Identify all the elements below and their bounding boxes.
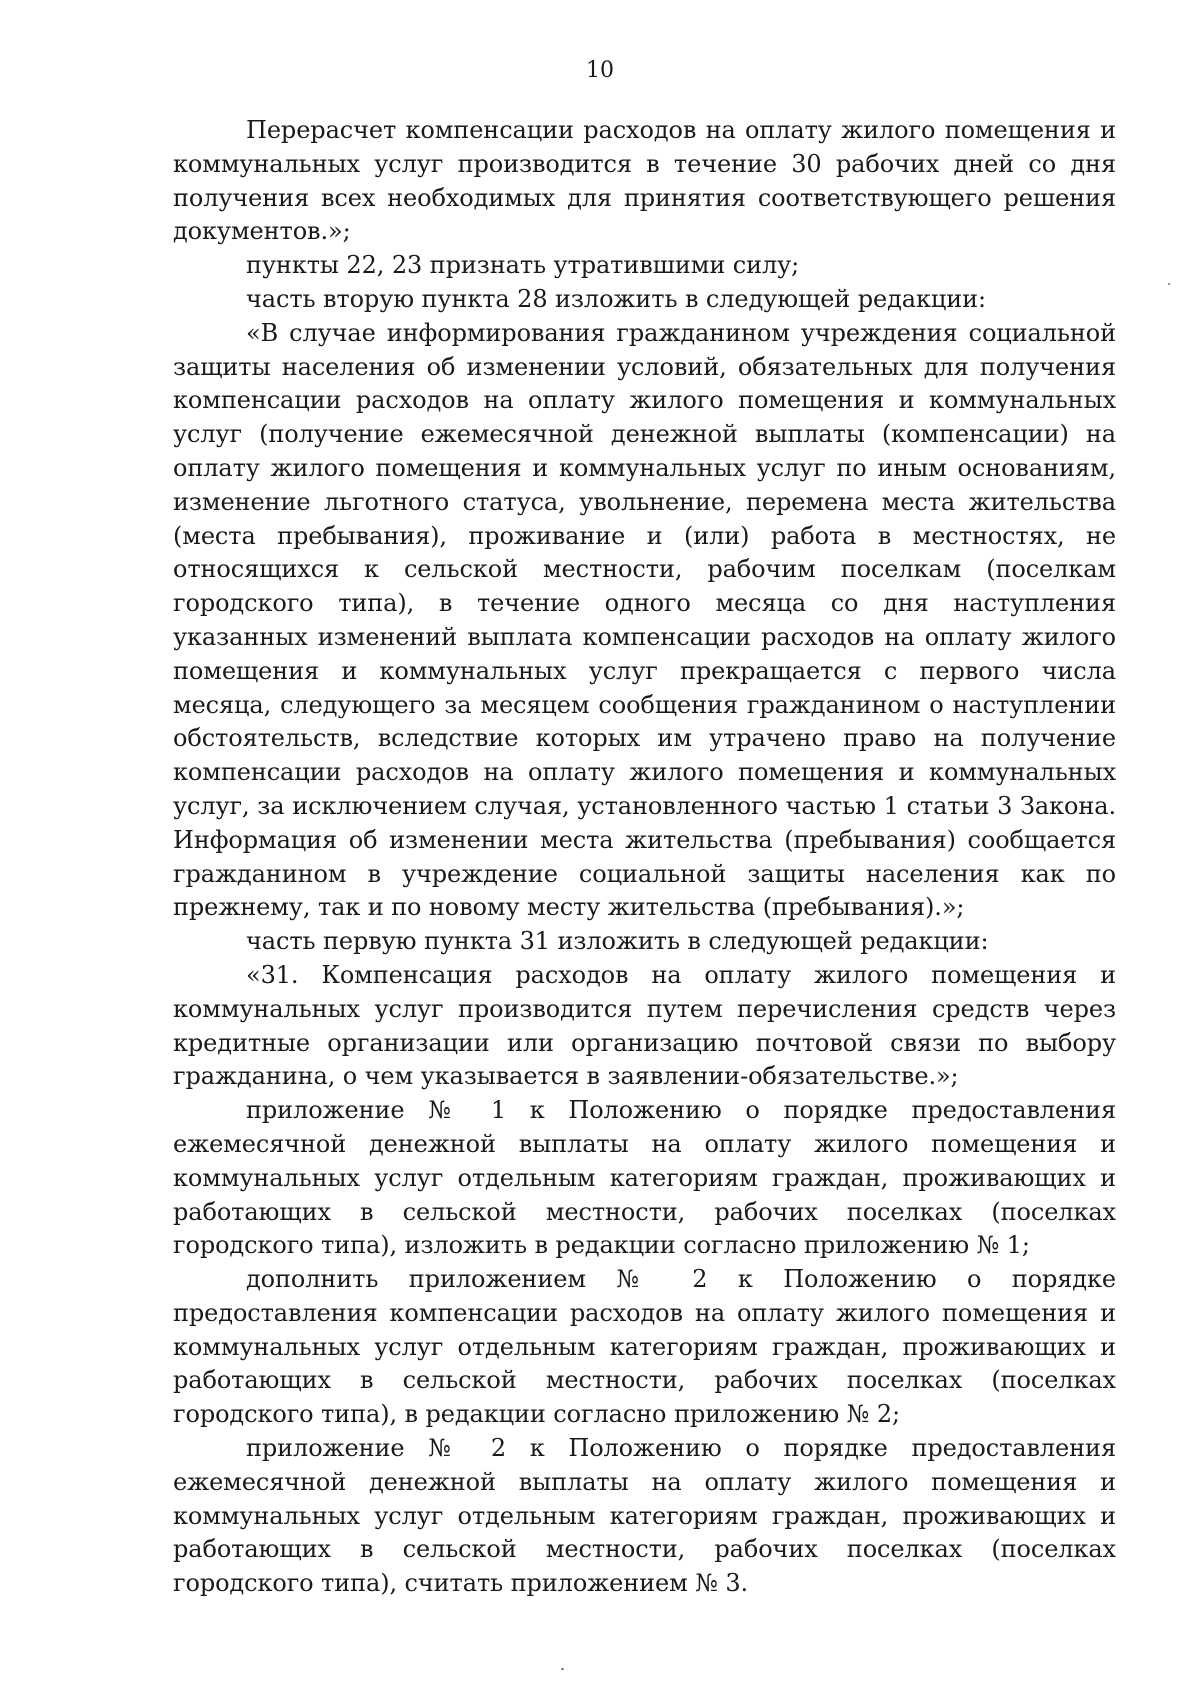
paragraph-appendix-2-add: дополнить приложением № 2 к Положению о порядке предоставления компенсации расходов на оплату жилого помещения и коммунальных услуг отдельным категориям граждан, проживающих и работающих в сельской местности, рабочих поселках (поселках городского типа), в редакции согласно приложению № 2; bbox=[173, 1265, 1116, 1429]
scan-speck bbox=[1168, 283, 1170, 285]
paragraph-appendix-1: приложение № 1 к Положению о порядке предоставления ежемесячной денежной выплаты на оплату жилого помещения и коммунальных услуг отдельным категориям граждан, проживающих и работающих в сельской местности, рабочих поселках (поселках городского типа), изложить в редакции согласно приложению № 1; bbox=[173, 1096, 1116, 1260]
page-number: 10 bbox=[586, 58, 614, 83]
paragraph-point-31-intro: часть первую пункта 31 изложить в следующей редакции: bbox=[246, 927, 989, 956]
paragraph-appendix-3-rename: приложение № 2 к Положению о порядке предоставления ежемесячной денежной выплаты на оплату жилого помещения и коммунальных услуг отдельным категориям граждан, проживающих и работающих в сельской местности, рабочих поселках (поселках городского типа), считать приложением № 3. bbox=[173, 1434, 1116, 1598]
paragraph-recalculation: Перерасчет компенсации расходов на оплату жилого помещения и коммунальных услуг производится в течение 30 рабочих дней со дня получения всех необходимых для принятия соответствующего решения документов.»; bbox=[173, 116, 1116, 246]
paragraph-point-28-intro: часть вторую пункта 28 изложить в следующей редакции: bbox=[246, 284, 986, 313]
paragraph-point-31-text: «31. Компенсация расходов на оплату жилого помещения и коммунальных услуг производится путем перечисления средств через кредитные организации или организацию почтовой связи по выбору гражданина, о чем указывается в заявлении-обязательстве.»; bbox=[173, 960, 1116, 1091]
scan-speck bbox=[561, 1668, 564, 1670]
paragraph-points-22-23: пункты 22, 23 признать утратившими силу; bbox=[246, 251, 800, 280]
paragraph-point-28-text: «В случае информирования гражданином учреждения социальной защиты населения об изменении условий, обязательных для получения компенсации расходов на оплату жилого помещения и коммунальных услуг (получение ежемесячной денежной выплаты (компенсации) на оплату жилого помещения и коммунальных услуг по иным основаниям, изменение льготного статуса, увольнение, перемена места жительства (места пребывания), проживание и (или) работа в местностях, не относящихся к сельской местности, рабочим поселкам (поселкам городского типа), в течение одного месяца со дня наступления указанных изменений выплата компенсации расходов на оплату жилого помещения и коммунальных услуг прекращается с первого числа месяца, следующего за месяцем сообщения гражданином о наступлении обстоятельств, вследствие которых им утрачено право на получение компенсации расходов на оплату жилого помещения и коммунальных услуг, за исключением случая, установленного частью 1 статьи 3 Закона. Информация об изменении места жительства (пребывания) сообщается гражданином в учреждение социальной защиты населения как по прежнему, так и по новому месту жительства (пребывания).»; bbox=[173, 318, 1116, 922]
document-body bbox=[173, 114, 1116, 1601]
